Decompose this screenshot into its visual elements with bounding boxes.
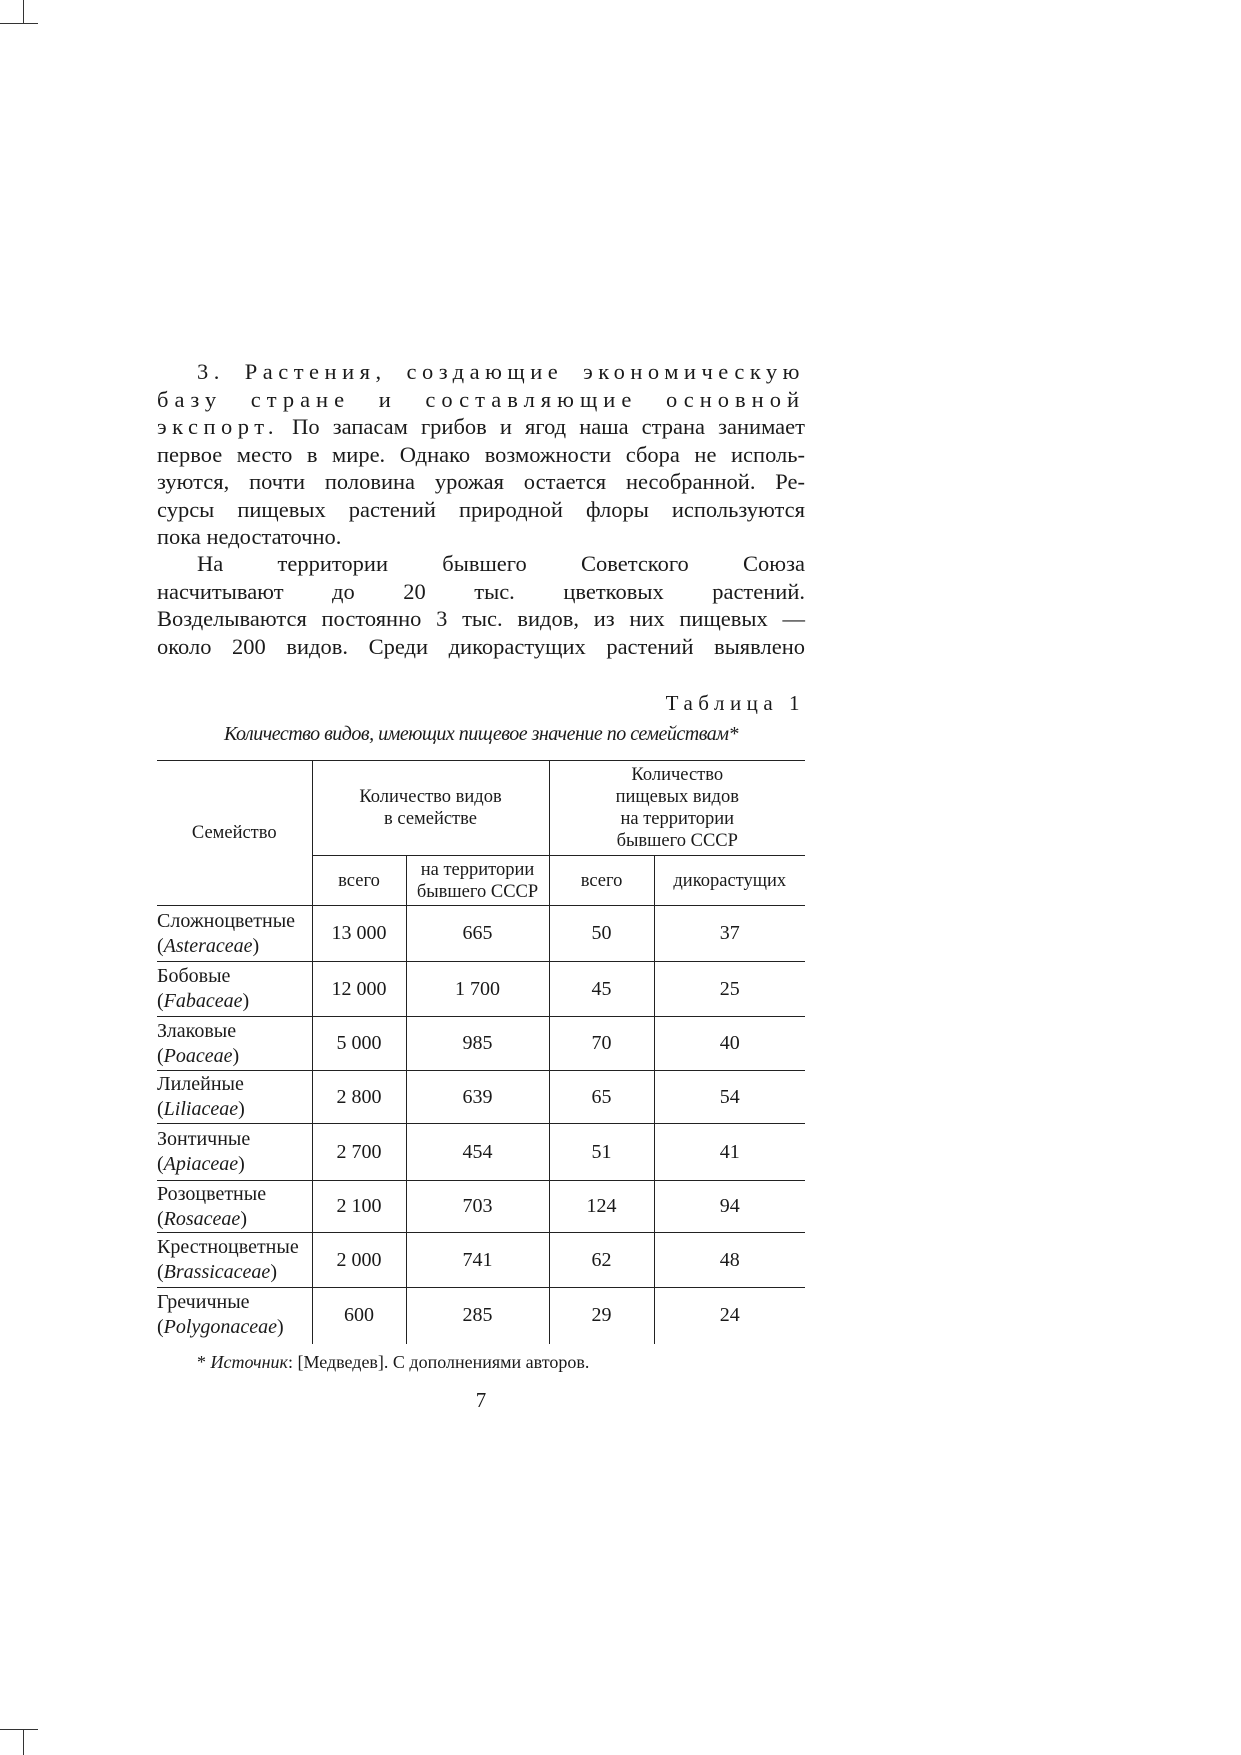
cell-wild: 54 — [654, 1071, 805, 1124]
cell-food-total: 124 — [549, 1181, 654, 1233]
family-cell — [157, 906, 312, 962]
table-title: Количество видов, имеющих пищевое значение по семействам* — [223, 723, 739, 745]
header-group-food-species — [549, 761, 805, 856]
para1-line-1: 3. Растения, создающие экономическую — [197, 359, 805, 384]
cell-ussr: 454 — [406, 1124, 549, 1181]
header-wild: дикорастущих — [654, 856, 805, 906]
footnote-mark: * — [197, 1352, 211, 1372]
header-food-total: всего — [549, 856, 654, 906]
header-group2-line2: пищевых видов — [615, 787, 739, 807]
cell-ussr: 639 — [406, 1071, 549, 1124]
header-ussr-line1: на территории — [420, 859, 535, 880]
family-lat-name: Polygonaceae — [163, 1316, 277, 1338]
para2-line-1: На территории бывшего Советского Союза — [197, 551, 805, 576]
header-group2-line4: бывшего СССР — [616, 831, 738, 851]
cell-ussr: 741 — [406, 1233, 549, 1288]
cell-ussr: 665 — [406, 906, 549, 962]
table-row — [157, 1233, 805, 1288]
family-ru: Зонтичные — [157, 1128, 251, 1150]
table-row — [157, 1181, 805, 1233]
header-group2-line1: Количество — [631, 765, 724, 785]
table-row — [157, 1017, 805, 1071]
para1-line-2: базу стране и составляющие основной — [157, 386, 805, 412]
family-ru: Крестноцветные — [157, 1236, 299, 1258]
cell-total: 5 000 — [312, 1017, 406, 1071]
para1-line-3 — [157, 413, 805, 441]
header-ussr-line2: бывшего СССР — [416, 881, 539, 902]
family-cell — [157, 1124, 312, 1181]
table-label: Таблица 1 — [665, 691, 805, 715]
family-cell — [157, 1071, 312, 1124]
family-ru: Бобовые — [157, 965, 231, 987]
cell-food-total: 29 — [549, 1288, 654, 1344]
cell-wild: 41 — [654, 1124, 805, 1181]
para1-line-6: сурсы пищевых растений природной флоры используются — [157, 496, 805, 522]
family-lat-name: Poaceae — [163, 1044, 233, 1067]
cell-food-total: 50 — [549, 906, 654, 962]
paragraph-1 — [157, 358, 805, 551]
cell-total: 12 000 — [312, 962, 406, 1017]
family-lat-name: Fabaceae — [163, 990, 243, 1012]
cell-food-total: 70 — [549, 1017, 654, 1071]
table-row — [157, 962, 805, 1017]
para1-line-3-rest: По запасам грибов и ягод наша страна занимает — [279, 414, 805, 439]
header-family: Семейство — [157, 761, 312, 906]
para1-spaced-word: экспорт. — [157, 414, 280, 439]
cell-ussr: 1 700 — [406, 962, 549, 1017]
family-lat: (Brassicaceae) — [157, 1261, 277, 1283]
table-row — [157, 1288, 805, 1344]
para1-line-4: первое место в мире. Однако возможности сбора не исполь- — [157, 441, 805, 467]
cell-total: 2 800 — [312, 1071, 406, 1124]
footnote-text: : [Медведев]. С дополнениями авторов. — [287, 1352, 590, 1372]
family-lat-name: Apiaceae — [163, 1153, 239, 1175]
cell-food-total: 62 — [549, 1233, 654, 1288]
cell-wild: 24 — [719, 1304, 740, 1327]
cell-ussr: 985 — [406, 1017, 549, 1071]
table-row — [157, 1071, 805, 1124]
header-group1-line2: в семействе — [384, 809, 477, 829]
cell-total: 600 — [312, 1288, 406, 1344]
header-group-species — [312, 761, 549, 856]
crop-mark-bottom-v — [23, 1729, 24, 1755]
para2-line-2: насчитывают до 20 тыс. цветковых растений. — [157, 578, 805, 604]
family-ru: Розоцветные — [157, 1182, 267, 1205]
family-cell — [157, 1288, 312, 1344]
family-lat-name: Rosaceae — [163, 1207, 241, 1230]
page-number: 7 — [475, 1388, 487, 1412]
cell-food-total: 45 — [549, 962, 654, 1017]
cell-food-total: 65 — [549, 1071, 654, 1124]
family-lat: (Rosaceae) — [157, 1207, 247, 1230]
cell-total: 2 000 — [312, 1233, 406, 1288]
table-row — [157, 906, 805, 962]
table-row — [157, 1124, 805, 1181]
table-footnote — [197, 1352, 589, 1373]
cell-total: 2 100 — [312, 1181, 406, 1233]
header-group2-line3: на территории — [620, 809, 735, 829]
cell-wild: 40 — [654, 1017, 805, 1071]
footnote-label: Источник — [210, 1352, 288, 1372]
cell-total: 13 000 — [312, 906, 406, 962]
family-lat: (Fabaceae) — [157, 990, 250, 1012]
family-cell — [157, 1017, 312, 1071]
para1-line-7: пока недостаточно. — [157, 524, 342, 549]
cell-ussr: 285 — [406, 1288, 549, 1344]
crop-mark-top-h — [0, 23, 38, 24]
family-lat: (Polygonaceae) — [157, 1316, 284, 1338]
family-species-table — [157, 760, 805, 1344]
family-lat-name: Brassicaceae — [163, 1261, 271, 1283]
family-lat-name: Liliaceae — [163, 1098, 239, 1120]
para2-line-3: Возделываются постоянно 3 тыс. видов, из них пищевых — — [157, 606, 805, 631]
family-lat: (Apiaceae) — [157, 1153, 245, 1175]
header-ussr — [406, 856, 549, 906]
family-cell — [157, 1233, 312, 1288]
para1-line-5: зуются, почти половина урожая остается несобранной. Ре- — [157, 469, 805, 494]
family-lat-name: Asteraceae — [163, 934, 253, 957]
crop-mark-top-v — [23, 0, 24, 23]
family-cell — [157, 1181, 312, 1233]
cell-wild: 94 — [654, 1181, 805, 1233]
cell-total: 2 700 — [312, 1124, 406, 1181]
family-lat: (Liliaceae) — [157, 1098, 245, 1120]
family-ru: Злаковые — [157, 1019, 237, 1042]
para2-line-4: около 200 видов. Среди дикорастущих растений выявлено — [157, 633, 805, 659]
family-lat: (Poaceae) — [157, 1044, 240, 1067]
cell-food-total: 51 — [549, 1124, 654, 1181]
header-total: всего — [312, 856, 406, 906]
cell-wild: 25 — [654, 962, 805, 1017]
cell-ussr: 703 — [406, 1181, 549, 1233]
family-ru: Гречичные — [157, 1291, 250, 1313]
crop-mark-bottom-h — [0, 1729, 38, 1730]
cell-wild: 37 — [654, 906, 805, 962]
family-ru: Сложноцветные — [157, 909, 296, 932]
paragraph-2 — [157, 550, 805, 660]
family-cell — [157, 962, 312, 1017]
family-ru: Лилейные — [157, 1073, 244, 1095]
cell-wild: 48 — [654, 1233, 805, 1288]
family-lat: (Asteraceae) — [157, 934, 260, 957]
header-group1-line1: Количество видов — [359, 787, 502, 807]
